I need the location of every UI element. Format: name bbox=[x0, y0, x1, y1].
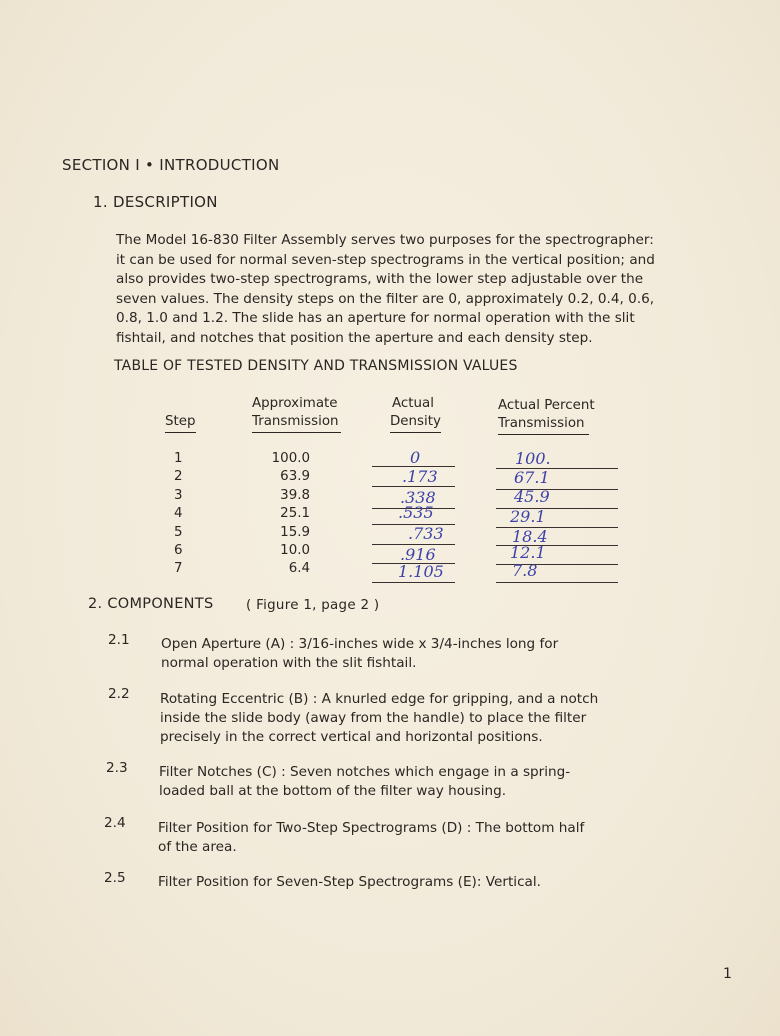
paragraph-line: also provides two-step spectrograms, with the lower step adjustable over the bbox=[116, 271, 644, 288]
component-item: Rotating Eccentric (B) : A knurled edge for gripping, and a notch inside the slide body (away from the handle) to place the filter precisely in the correct vertical and horizontal positions. bbox=[160, 691, 599, 745]
approx-cell: 63.9 bbox=[280, 469, 310, 485]
percent-rule bbox=[496, 582, 618, 583]
step-cell: 1 bbox=[174, 451, 183, 466]
step-cell: 7 bbox=[174, 561, 183, 577]
approx-cell: 39.8 bbox=[280, 487, 310, 503]
percent-handwritten: 67.1 bbox=[514, 468, 550, 487]
percent-handwritten: 18.4 bbox=[512, 527, 548, 546]
percent-handwritten: 7.8 bbox=[512, 561, 538, 580]
approx-cell: 25.1 bbox=[280, 506, 310, 522]
description-paragraph bbox=[116, 231, 676, 349]
header-approx-transmission: Approximate Transmission bbox=[252, 395, 341, 433]
approx-cell: 15.9 bbox=[280, 524, 310, 540]
density-rule bbox=[372, 582, 455, 583]
density-handwritten: .338 bbox=[400, 488, 436, 507]
figure-reference: ( Figure 1, page 2 ) bbox=[246, 598, 380, 613]
density-handwritten: .916 bbox=[400, 545, 436, 564]
density-handwritten: .173 bbox=[402, 467, 438, 486]
approx-cell: 10.0 bbox=[280, 543, 310, 559]
percent-handwritten: 29.1 bbox=[510, 507, 546, 526]
header-actual-percent: Actual Percent Transmission bbox=[498, 397, 595, 435]
percent-handwritten: 45.9 bbox=[514, 487, 550, 506]
step-cell: 5 bbox=[174, 524, 183, 540]
components-heading: 2. COMPONENTS bbox=[88, 596, 214, 612]
paragraph-line: 0.8, 1.0 and 1.2. The slide has an aperture for normal operation with the slit bbox=[116, 310, 635, 327]
item-number: 2.2 bbox=[108, 686, 130, 702]
step-column bbox=[174, 450, 194, 579]
paragraph-line: fishtail, and notches that position the aperture and each density step. bbox=[116, 329, 593, 346]
page-number: 1 bbox=[723, 966, 732, 982]
component-item: Filter Position for Two-Step Spectrograms (D) : The bottom half of the area. bbox=[158, 820, 585, 855]
density-handwritten: .535 bbox=[398, 503, 434, 522]
description-heading: 1. DESCRIPTION bbox=[93, 193, 218, 211]
density-handwritten: 0 bbox=[410, 448, 421, 467]
paragraph-line: it can be used for normal seven-step spectrograms in the vertical position; and bbox=[116, 251, 655, 268]
approx-cell: 6.4 bbox=[288, 561, 310, 577]
step-cell: 3 bbox=[174, 487, 183, 503]
item-number: 2.3 bbox=[106, 760, 128, 776]
component-item: Filter Notches (C) : Seven notches which engage in a spring- loaded ball at the bottom of the filter way housing. bbox=[159, 764, 571, 799]
approx-transmission-column bbox=[250, 450, 310, 579]
header-step: Step bbox=[165, 413, 196, 433]
density-rule bbox=[372, 486, 455, 487]
step-cell: 6 bbox=[174, 543, 183, 559]
item-number: 2.1 bbox=[108, 632, 130, 648]
item-number: 2.4 bbox=[104, 815, 126, 831]
step-cell: 2 bbox=[174, 469, 183, 485]
header-actual-density: Actual Density bbox=[390, 395, 441, 433]
table-title: TABLE OF TESTED DENSITY AND TRANSMISSION VALUES bbox=[114, 358, 518, 374]
item-number: 2.5 bbox=[104, 870, 126, 886]
paragraph-line: The Model 16-830 Filter Assembly serves two purposes for the spectrographer: bbox=[116, 232, 654, 248]
percent-handwritten: 12.1 bbox=[510, 543, 546, 562]
approx-cell: 100.0 bbox=[271, 451, 310, 466]
step-cell: 4 bbox=[174, 506, 183, 522]
percent-handwritten: 100. bbox=[515, 449, 551, 468]
component-item: Filter Position for Seven-Step Spectrograms (E): Vertical. bbox=[158, 874, 541, 890]
density-handwritten: 1.105 bbox=[398, 562, 444, 581]
paragraph-line: seven values. The density steps on the filter are 0, approximately 0.2, 0.4, 0.6, bbox=[116, 290, 655, 307]
density-handwritten: .733 bbox=[408, 524, 444, 543]
section-title: SECTION I • INTRODUCTION bbox=[62, 156, 280, 174]
component-item: Open Aperture (A) : 3/16-inches wide x 3/4-inches long for normal operation with the slit fishtail. bbox=[161, 636, 559, 671]
